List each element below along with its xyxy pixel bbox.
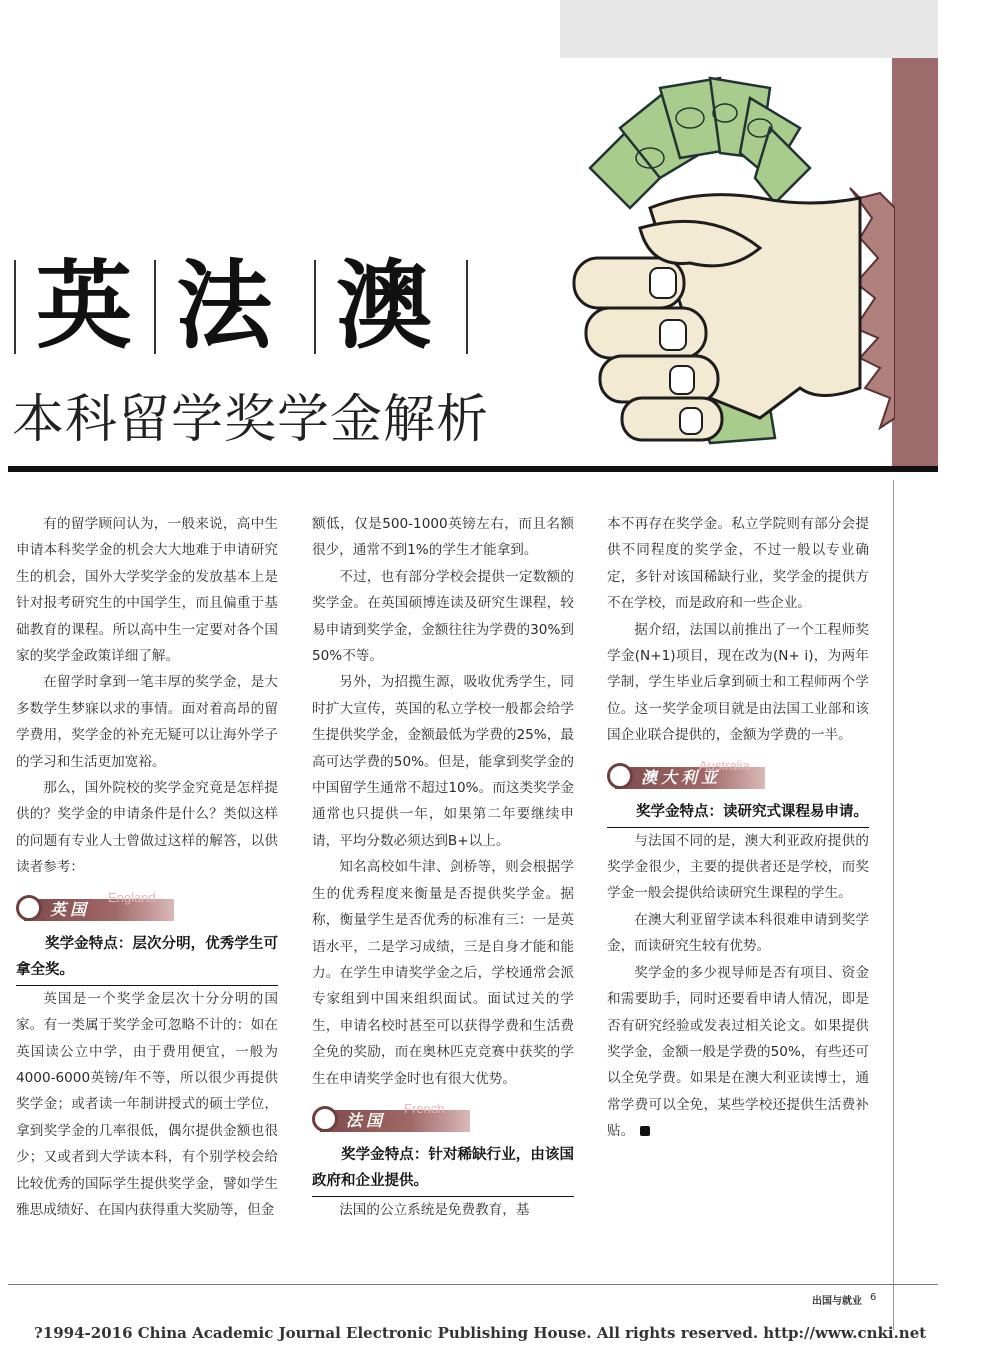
right-margin-line — [893, 480, 894, 1330]
section-circle-icon — [607, 763, 633, 789]
section-header-england — [16, 887, 278, 927]
paragraph: 额低，仅是500-1000英镑左右，而且名额很少，通常不到1%的学生才能拿到。 — [312, 516, 574, 559]
paragraph: 法国的公立系统是免费教育，基 — [339, 1201, 530, 1218]
section-circle-icon — [16, 895, 42, 921]
title-rule — [8, 466, 938, 472]
section-circle-icon — [312, 1106, 338, 1132]
section-title-en: England — [108, 889, 156, 905]
copyright-notice: ?1994-2016 China Academic Journal Electronic Publishing House. All rights reserved. http://www.cnki.net — [34, 1324, 927, 1342]
header-grey-panel — [560, 0, 938, 58]
paragraph: 与法国不同的是，澳大利亚政府提供的奖学金很少，主要的提供者还是学校，而奖学金一般会提供给读研究生课程的学生。 — [607, 832, 869, 902]
title-char-3: 澳 — [336, 249, 432, 362]
section-header-australia — [607, 755, 869, 795]
end-mark-icon — [640, 1126, 650, 1136]
section-title-en: French — [404, 1100, 445, 1116]
paragraph-text: 奖学金的多少视导师是否有项目、资金和需要助手，同时还要看申请人情况，即是否有研究经验或发表过相关论文。如果提供奖学金，金额一般是学费的50%，有些还可以全免学费。如果是在澳大利亚读博士，通常学费可以全免，某些学校还提供生活费补贴。 — [607, 964, 869, 1140]
footer-rule — [8, 1284, 938, 1285]
section-title: 澳大利亚 — [641, 767, 722, 787]
section-title: 法国 — [346, 1110, 387, 1130]
paragraph — [607, 960, 869, 1145]
column-1 — [16, 511, 278, 1223]
title-separator — [154, 260, 156, 354]
paragraph: 据介绍，法国以前推出了一个工程师奖学金(N+1)项目，现在改为(N+ i)，为两年学制，学生毕业后拿到硕士和工程师两个学位。这一奖学金项目就是由法国工业部和该国企业联合提供的，金额为学费的一半。 — [607, 621, 869, 744]
paragraph: 不过，也有部分学校会提供一定数额的奖学金。在英国硕博连读及研究生课程，较易申请到奖学金，金额往往为学费的30%到50%不等。 — [312, 568, 574, 665]
title-separator — [466, 260, 468, 354]
page-subtitle: 本科留学奖学金解析 — [12, 390, 490, 450]
paragraph: 那么，国外院校的奖学金究竟是怎样提供的？奖学金的申请条件是什么？类似这样的问题有专业人士曾做过这样的解答，以供读者参考： — [16, 780, 278, 876]
paragraph: 另外，为招揽生源，吸收优秀学生，同时扩大宣传，英国的私立学校一般都会给学生提供奖学金，金额最低为学费的25%，最高可达学费的50%。但是，能拿到奖学金的中国留学生通常不超过10%。而这类奖学金通常也只提供一年，如果第二年要继续申请，平均分数必须达到B+以上。 — [312, 674, 574, 849]
fist-holding-money-icon — [560, 58, 895, 470]
title-separator — [314, 260, 316, 354]
section-title: 英国 — [50, 899, 91, 919]
paragraph: 在澳大利亚留学读本科很难申请到奖学金，而读研究生较有优势。 — [607, 911, 869, 955]
paragraph: 本不再存在奖学金。私立学院则有部分会提供不同程度的奖学金，不过一般以专业确定，多针对该国稀缺行业，奖学金的提供方不在学校，而是政府和一些企业。 — [607, 516, 869, 612]
paragraph: 英国是一个奖学金层次十分分明的国家。有一类属于奖学金可忽略不计的：如在英国读公立中学，由于费用便宜，一般为4000-6000英镑/年不等，所以很少再提供奖学金；或者读一年制讲授式的硕士学位，拿到奖学金的几率很低，偶尔提供金额也很少；又或者到大学读本科，有个别学校会给比较优秀的国际学生提供奖学金，譬如学生雅思成绩好、在国内获得重大奖励等，但金 — [16, 990, 278, 1218]
paragraph: 在留学时拿到一笔丰厚的奖学金，是大多数学生梦寐以求的事情。面对着高昂的留学费用，奖学金的补充无疑可以让海外学子的学习和生活更加宽裕。 — [16, 674, 278, 770]
section-tag — [320, 1110, 470, 1132]
title-separator — [14, 260, 16, 354]
paragraph: 有的留学顾问认为，一般来说，高中生申请本科奖学金的机会大大地难于申请研究生的机会，国外大学奖学金的发放基本上是针对报考研究生的中国学生，而且偏重于基础教育的课程。所以高中生一定要对各个国家的奖学金政策详细了解。 — [16, 516, 278, 665]
column-2 — [312, 511, 574, 1223]
section-header-france — [312, 1098, 574, 1138]
title-char-2: 法 — [176, 249, 272, 362]
footer-magazine-name: 出国与就业 — [812, 1296, 862, 1307]
section-feature: 奖学金特点：读研究式课程易申请。 — [607, 799, 869, 828]
title-char-1: 英 — [36, 249, 132, 362]
paragraph: 知名高校如牛津、剑桥等，则会根据学生的优秀程度来衡量是否提供奖学金。据称，衡量学生是否优秀的标准有三：一是英语水平，二是学习成绩，三是自身才能和能力。在学生申请奖学金之后，学校通常会派专家组到中国来组织面试。面试过关的学生，申请名校时甚至可以获得学费和生活费全免的奖励，而在奥林匹克竞赛中获奖的学生在申请奖学金时也有很大优势。 — [312, 859, 574, 1087]
section-title-en: Australia — [699, 757, 750, 773]
footer-page-number: 6 — [870, 1292, 877, 1303]
section-feature: 奖学金特点：针对稀缺行业，由该国政府和企业提供。 — [312, 1142, 574, 1197]
accent-bar — [892, 58, 938, 472]
column-3 — [607, 511, 869, 1145]
section-feature: 奖学金特点：层次分明，优秀学生可拿全奖。 — [16, 931, 278, 986]
